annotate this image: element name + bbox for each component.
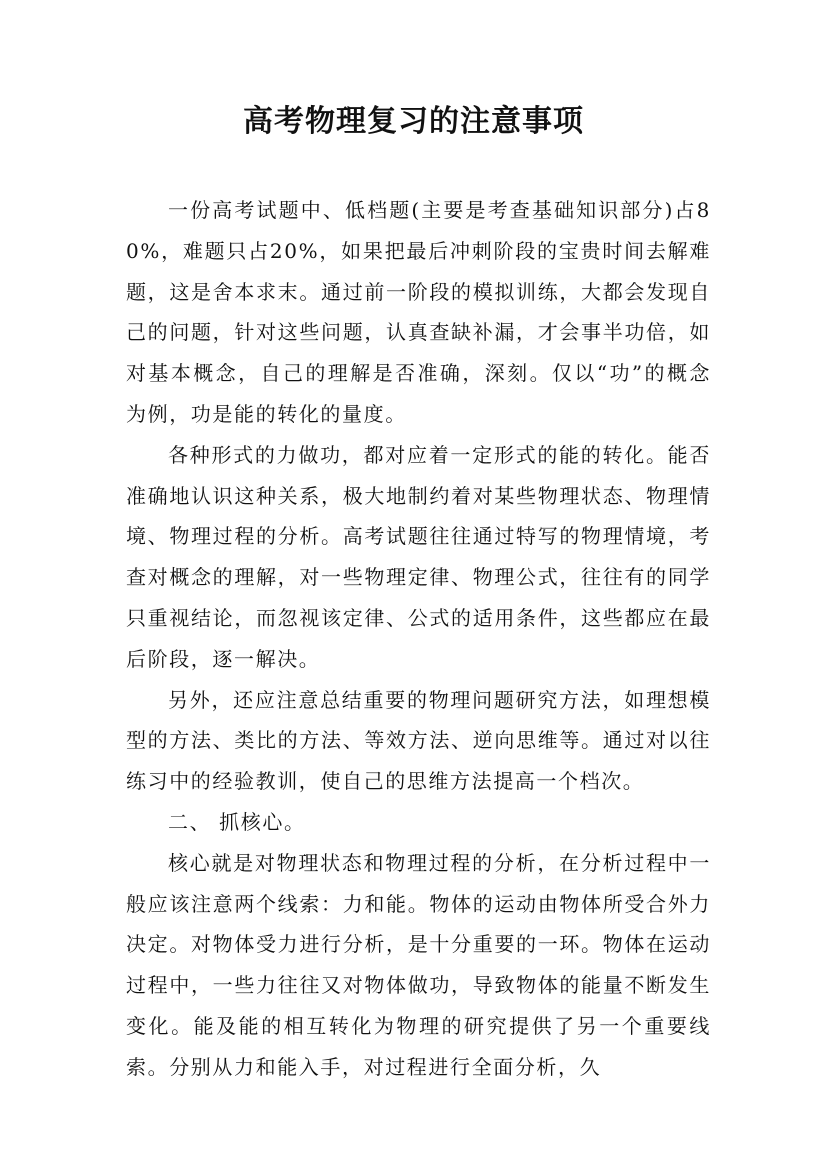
paragraph-2: 各种形式的力做功，都对应着一定形式的能的转化。能否准确地认识这种关系，极大地制约着对某些物理状态、物理情境、物理过程的分析。高考试题往往通过特写的物理情境，考查对概念的理解，对一些物理定律、物理公式，往往有的同学只重视结论，而忽视该定律、公式的适用条件，这些都应在最后阶段，逐一解决。 <box>126 442 711 671</box>
paragraph-4: 核心就是对物理状态和物理过程的分析，在分析过程中一般应该注意两个线索：力和能。物体的运动由物体所受合外力决定。对物体受力进行分析，是十分重要的一环。物体在运动过程中，一些力往往又对物体做功，导致物体的能量不断发生变化。能及能的相互转化为物理的研究提供了另一个重要线索。分别从力和能入手，对过程进行全面分析，久 <box>126 850 711 1079</box>
document-body <box>126 190 711 1088</box>
section-heading: 二、 抓核心。 <box>168 809 306 834</box>
paragraph-3: 另外，还应注意总结重要的物理问题研究方法，如理想模型的方法、类比的方法、等效方法、逆向思维等。通过对以往练习中的经验教训，使自己的思维方法提高一个档次。 <box>126 687 711 794</box>
document-title: 高考物理复习的注意事项 <box>243 104 584 139</box>
paragraph-1: 一份高考试题中、低档题(主要是考查基础知识部分)占80%，难题只占20%，如果把最后冲刺阶段的宝贵时间去解难题，这是舍本求末。通过前一阶段的模拟训练，大都会发现自己的问题，针对这些问题，认真查缺补漏，才会事半功倍，如对基本概念，自己的理解是否准确，深刻。仅以“功”的概念为例，功是能的转化的量度。 <box>126 198 711 426</box>
